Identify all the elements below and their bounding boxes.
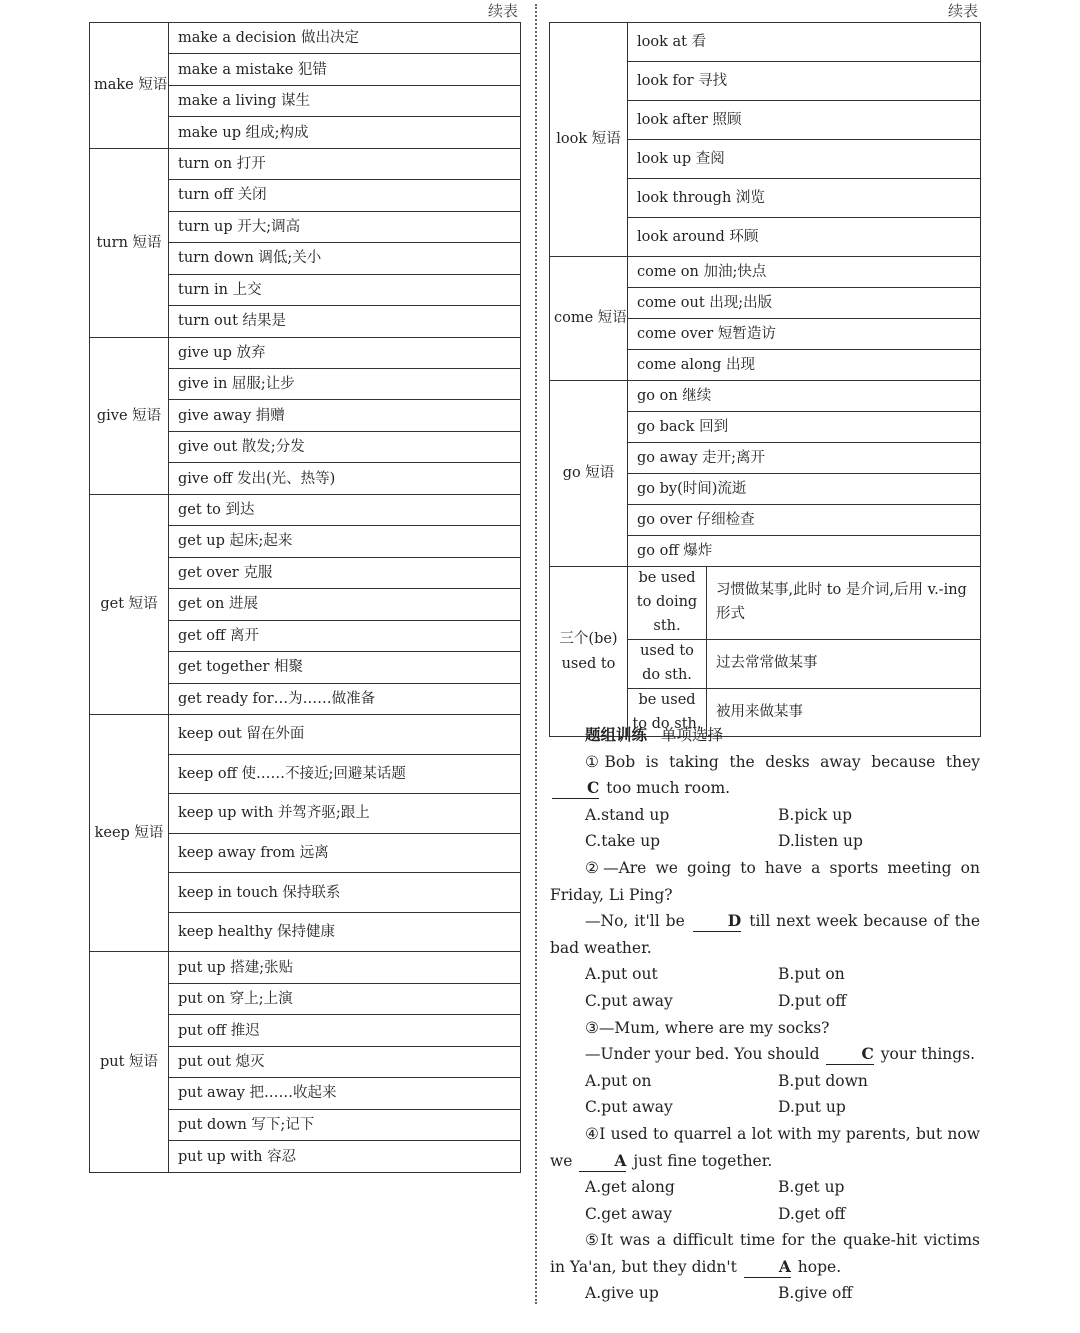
phrase-cell: go by(时间)流逝 bbox=[628, 474, 981, 505]
question-4-options bbox=[550, 1174, 980, 1201]
phrase-cell: turn off 关闭 bbox=[169, 180, 521, 211]
usage-form-cell: be used to do sth. bbox=[628, 688, 707, 737]
usage-meaning-cell: 被用来做某事 bbox=[707, 688, 981, 737]
question-2-stem: —No, it'll be bbox=[585, 912, 685, 931]
phrase-cell: keep off 使……不接近;回避某话题 bbox=[169, 754, 521, 794]
usage-meaning-cell: 习惯做某事,此时 to 是介词,后用 v.-ing 形式 bbox=[707, 567, 981, 640]
right-table-body bbox=[550, 23, 981, 737]
right-phrase-table bbox=[549, 22, 981, 737]
exercise-subtitle: 单项选择 bbox=[661, 726, 724, 744]
option: B.put down bbox=[778, 1071, 868, 1090]
phrase-group-label: keep 短语 bbox=[90, 714, 169, 951]
phrase-cell: get over 克服 bbox=[169, 557, 521, 588]
question-3-tail: your things. bbox=[880, 1045, 976, 1064]
question-4 bbox=[550, 1121, 980, 1174]
question-5-options bbox=[550, 1280, 980, 1307]
answer-blank: A bbox=[579, 1151, 626, 1172]
question-3-options-2 bbox=[550, 1094, 980, 1121]
table-row bbox=[90, 23, 521, 54]
phrase-cell: get ready for…为……做准备 bbox=[169, 683, 521, 714]
option: B.pick up bbox=[778, 805, 853, 824]
question-1-options bbox=[550, 802, 980, 829]
phrase-cell: turn down 调低;关小 bbox=[169, 243, 521, 274]
column-divider bbox=[535, 4, 537, 1304]
exercise-section bbox=[550, 722, 980, 1307]
phrase-group-label: come 短语 bbox=[550, 257, 628, 381]
option: C.get away bbox=[585, 1204, 672, 1223]
phrase-cell: look around 环顾 bbox=[628, 218, 981, 257]
phrase-group-label: make 短语 bbox=[90, 23, 169, 149]
question-2-tail: till next week because of the bad weather. bbox=[550, 912, 980, 957]
answer-blank: D bbox=[693, 911, 741, 932]
option: B.give off bbox=[778, 1284, 853, 1303]
phrase-group-label: get 短语 bbox=[90, 494, 169, 714]
phrase-cell: look at 看 bbox=[628, 23, 981, 62]
phrase-cell: put out 熄灭 bbox=[169, 1046, 521, 1077]
table-row bbox=[550, 23, 981, 62]
option: C.put away bbox=[585, 991, 673, 1010]
phrase-cell: look after 照顾 bbox=[628, 101, 981, 140]
phrase-cell: put away 把……收起来 bbox=[169, 1078, 521, 1109]
phrase-cell: go off 爆炸 bbox=[628, 536, 981, 567]
table-row bbox=[550, 381, 981, 412]
question-2-reply bbox=[550, 908, 980, 961]
phrase-cell: keep healthy 保持健康 bbox=[169, 912, 521, 952]
option: A.put out bbox=[585, 965, 658, 984]
phrase-cell: make a mistake 犯错 bbox=[169, 54, 521, 85]
question-5-tail: hope. bbox=[797, 1257, 842, 1276]
answer-blank: C bbox=[552, 778, 599, 799]
phrase-cell: put on 穿上;上演 bbox=[169, 983, 521, 1014]
usage-form-cell: used to do sth. bbox=[628, 639, 707, 688]
phrase-cell: give up 放弃 bbox=[169, 337, 521, 368]
option: C.take up bbox=[585, 832, 661, 851]
phrase-cell: come over 短暂造访 bbox=[628, 319, 981, 350]
question-3-options bbox=[550, 1068, 980, 1095]
left-table-body bbox=[90, 23, 521, 1173]
phrase-cell: get on 进展 bbox=[169, 589, 521, 620]
question-1-stem: ①Bob is taking the desks away because they bbox=[585, 752, 980, 771]
option: A.put on bbox=[585, 1071, 652, 1090]
option: D.put off bbox=[778, 991, 847, 1010]
phrase-cell: get to 到达 bbox=[169, 494, 521, 525]
phrase-cell: go away 走开;离开 bbox=[628, 443, 981, 474]
option: D.listen up bbox=[778, 832, 863, 851]
option: B.get up bbox=[778, 1178, 845, 1197]
table-row bbox=[550, 257, 981, 288]
phrase-cell: make a living 谋生 bbox=[169, 85, 521, 116]
option: A.get along bbox=[585, 1178, 675, 1197]
phrase-cell: put up 搭建;张贴 bbox=[169, 952, 521, 983]
phrase-cell: get off 离开 bbox=[169, 620, 521, 651]
continued-label-right: 续表 bbox=[948, 2, 979, 20]
table-row bbox=[90, 148, 521, 179]
phrase-cell: give away 捐赠 bbox=[169, 400, 521, 431]
question-2-options-2 bbox=[550, 988, 980, 1015]
phrase-group-label: go 短语 bbox=[550, 381, 628, 567]
exercise-title: 题组训练 bbox=[585, 725, 648, 744]
phrase-cell: keep out 留在外面 bbox=[169, 714, 521, 754]
phrase-cell: go over 仔细检查 bbox=[628, 505, 981, 536]
question-3-reply bbox=[550, 1041, 980, 1068]
phrase-cell: go on 继续 bbox=[628, 381, 981, 412]
phrase-cell: go back 回到 bbox=[628, 412, 981, 443]
phrase-group-label: give 短语 bbox=[90, 337, 169, 494]
phrase-cell: put up with 容忍 bbox=[169, 1141, 521, 1173]
left-phrase-table bbox=[89, 22, 521, 1173]
phrase-cell: come out 出现;出版 bbox=[628, 288, 981, 319]
question-1-options-2 bbox=[550, 828, 980, 855]
phrase-cell: put down 写下;记下 bbox=[169, 1109, 521, 1140]
usage-meaning-cell: 过去常常做某事 bbox=[707, 639, 981, 688]
phrase-cell: turn out 结果是 bbox=[169, 306, 521, 337]
phrase-cell: keep up with 并驾齐驱;跟上 bbox=[169, 794, 521, 834]
phrase-cell: give off 发出(光、热等) bbox=[169, 463, 521, 494]
phrase-group-label: turn 短语 bbox=[90, 148, 169, 337]
answer-blank: A bbox=[744, 1257, 791, 1278]
phrase-group-label: look 短语 bbox=[550, 23, 628, 257]
table-row bbox=[90, 337, 521, 368]
option: A.stand up bbox=[585, 805, 670, 824]
option: B.put on bbox=[778, 965, 845, 984]
question-1 bbox=[550, 749, 980, 802]
option: A.give up bbox=[585, 1284, 659, 1303]
phrase-cell: turn in 上交 bbox=[169, 274, 521, 305]
table-row bbox=[550, 567, 981, 640]
table-row bbox=[90, 714, 521, 754]
phrase-group-label: put 短语 bbox=[90, 952, 169, 1173]
phrase-cell: put off 推迟 bbox=[169, 1015, 521, 1046]
phrase-cell: come along 出现 bbox=[628, 350, 981, 381]
question-4-stem: ④I used to quarrel a lot with my parents, but now we bbox=[550, 1124, 980, 1170]
table-row bbox=[90, 952, 521, 983]
question-5-stem: ⑤It was a difficult time for the quake-hit victims in Ya'an, but they didn't bbox=[550, 1231, 980, 1276]
phrase-cell: keep away from 远离 bbox=[169, 833, 521, 873]
phrase-cell: look for 寻找 bbox=[628, 62, 981, 101]
phrase-cell: give in 屈服;让步 bbox=[169, 368, 521, 399]
option: D.put up bbox=[778, 1098, 846, 1117]
usage-form-cell: be used to doing sth. bbox=[628, 567, 707, 640]
question-2-options bbox=[550, 961, 980, 988]
question-3-stem: —Under your bed. You should bbox=[585, 1045, 820, 1064]
phrase-cell: come on 加油;快点 bbox=[628, 257, 981, 288]
answer-blank: C bbox=[826, 1044, 873, 1065]
question-3: ③—Mum, where are my socks? bbox=[585, 1018, 830, 1037]
phrase-cell: make up 组成;构成 bbox=[169, 117, 521, 148]
continued-label-left: 续表 bbox=[488, 2, 519, 20]
option: D.get off bbox=[778, 1204, 846, 1223]
phrase-cell: make a decision 做出决定 bbox=[169, 23, 521, 54]
question-2: ②—Are we going to have a sports meeting on Friday, Li Ping? bbox=[550, 858, 980, 904]
table-row bbox=[90, 494, 521, 525]
phrase-cell: look up 查阅 bbox=[628, 140, 981, 179]
phrase-cell: look through 浏览 bbox=[628, 179, 981, 218]
question-4-tail: just fine together. bbox=[633, 1151, 773, 1170]
phrase-cell: turn on 打开 bbox=[169, 148, 521, 179]
phrase-cell: turn up 开大;调高 bbox=[169, 211, 521, 242]
exercise-heading bbox=[550, 722, 980, 749]
phrase-group-label: 三个(be) used to bbox=[550, 567, 628, 737]
phrase-cell: keep in touch 保持联系 bbox=[169, 873, 521, 913]
question-4-options-2 bbox=[550, 1201, 980, 1228]
question-5 bbox=[550, 1227, 980, 1280]
phrase-cell: get up 起床;起来 bbox=[169, 526, 521, 557]
phrase-cell: get together 相聚 bbox=[169, 652, 521, 683]
option: C.put away bbox=[585, 1098, 673, 1117]
question-1-tail: too much room. bbox=[606, 779, 731, 798]
phrase-cell: give out 散发;分发 bbox=[169, 431, 521, 462]
